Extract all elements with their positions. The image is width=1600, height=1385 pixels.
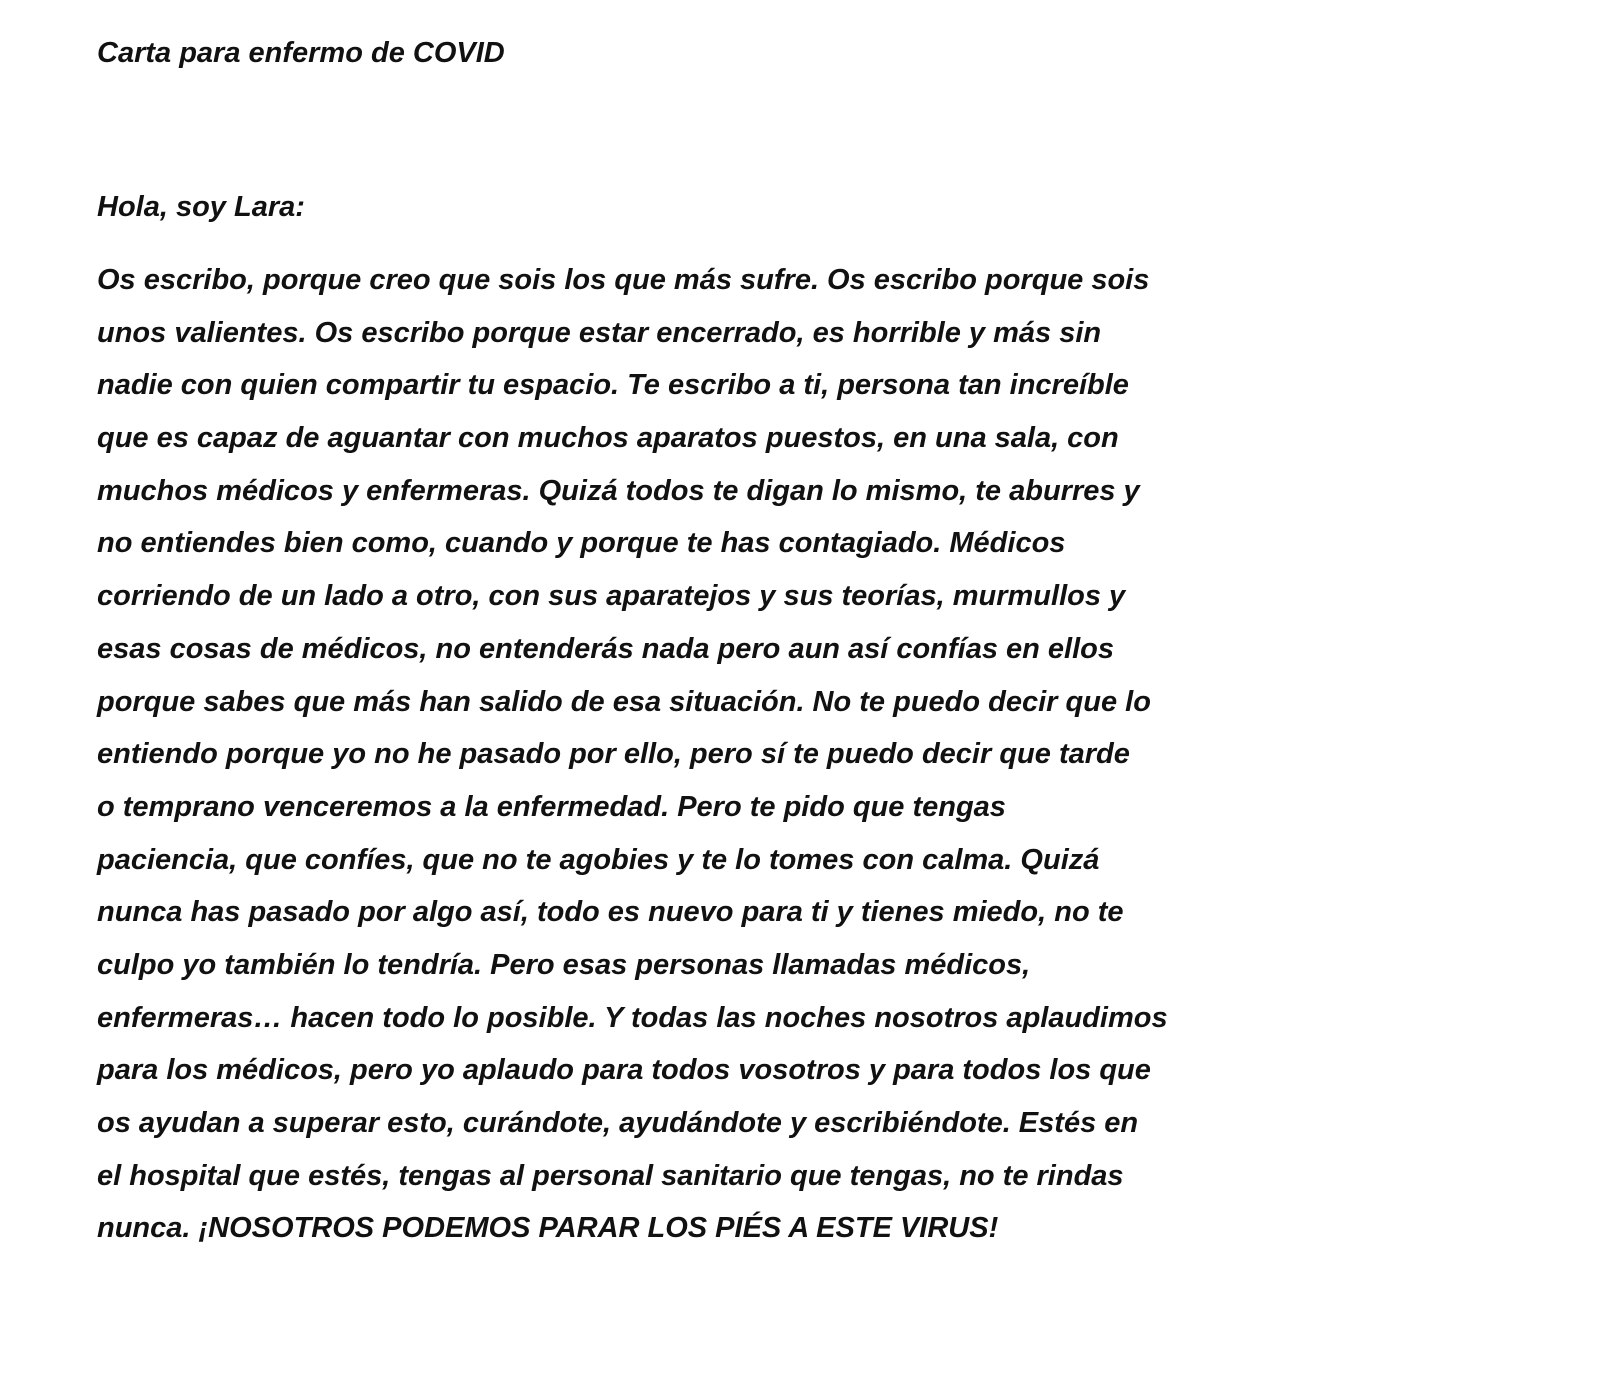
body-line: paciencia, que confíes, que no te agobies y te lo tomes con calma. Quizá bbox=[97, 843, 1100, 876]
body-line: Os escribo, porque creo que sois los que más sufre. Os escribo porque sois bbox=[97, 264, 1150, 296]
body-line: entiendo porque yo no he pasado por ello, pero sí te puedo decir que tarde bbox=[97, 738, 1130, 771]
body-line: os ayudan a superar esto, curándote, ayudándote y escribiéndote. Estés en bbox=[97, 1107, 1139, 1139]
body-line: no entiendes bien como, cuando y porque te has contagiado. Médicos bbox=[97, 527, 1066, 560]
body-line: unos valientes. Os escribo porque estar encerrado, es horrible y más sin bbox=[97, 316, 1102, 349]
body-line: corriendo de un lado a otro, con sus aparatejos y sus teorías, murmullos y bbox=[97, 580, 1126, 613]
body-line: nunca has pasado por algo así, todo es nuevo para ti y tienes miedo, no te bbox=[97, 896, 1124, 929]
body-line: muchos médicos y enfermeras. Quizá todos te digan lo mismo, te aburres y bbox=[97, 474, 1140, 507]
body-line: para los médicos, pero yo aplaudo para todos vosotros y para todos los que bbox=[97, 1054, 1151, 1087]
letter-greeting: Hola, soy Lara: bbox=[97, 191, 305, 223]
letter-body bbox=[97, 254, 1168, 1255]
body-line: nunca. ¡NOSOTROS PODEMOS PARAR LOS PIÉS A ESTE VIRUS! bbox=[97, 1212, 999, 1245]
body-line: o temprano venceremos a la enfermedad. Pero te pido que tengas bbox=[97, 790, 1006, 823]
body-line: esas cosas de médicos, no entenderás nada pero aun así confías en ellos bbox=[97, 632, 1114, 665]
body-line: enfermeras… hacen todo lo posible. Y todas las noches nosotros aplaudimos bbox=[97, 1001, 1168, 1034]
body-line: culpo yo también lo tendría. Pero esas personas llamadas médicos, bbox=[97, 948, 1031, 981]
document-title: Carta para enfermo de COVID bbox=[97, 37, 505, 69]
body-line: el hospital que estés, tengas al personal sanitario que tengas, no te rindas bbox=[97, 1159, 1124, 1192]
body-line: que es capaz de aguantar con muchos aparatos puestos, en una sala, con bbox=[97, 422, 1119, 455]
body-line: porque sabes que más han salido de esa situación. No te puedo decir que lo bbox=[97, 685, 1151, 718]
body-line: nadie con quien compartir tu espacio. Te escribo a ti, persona tan increíble bbox=[97, 369, 1129, 402]
